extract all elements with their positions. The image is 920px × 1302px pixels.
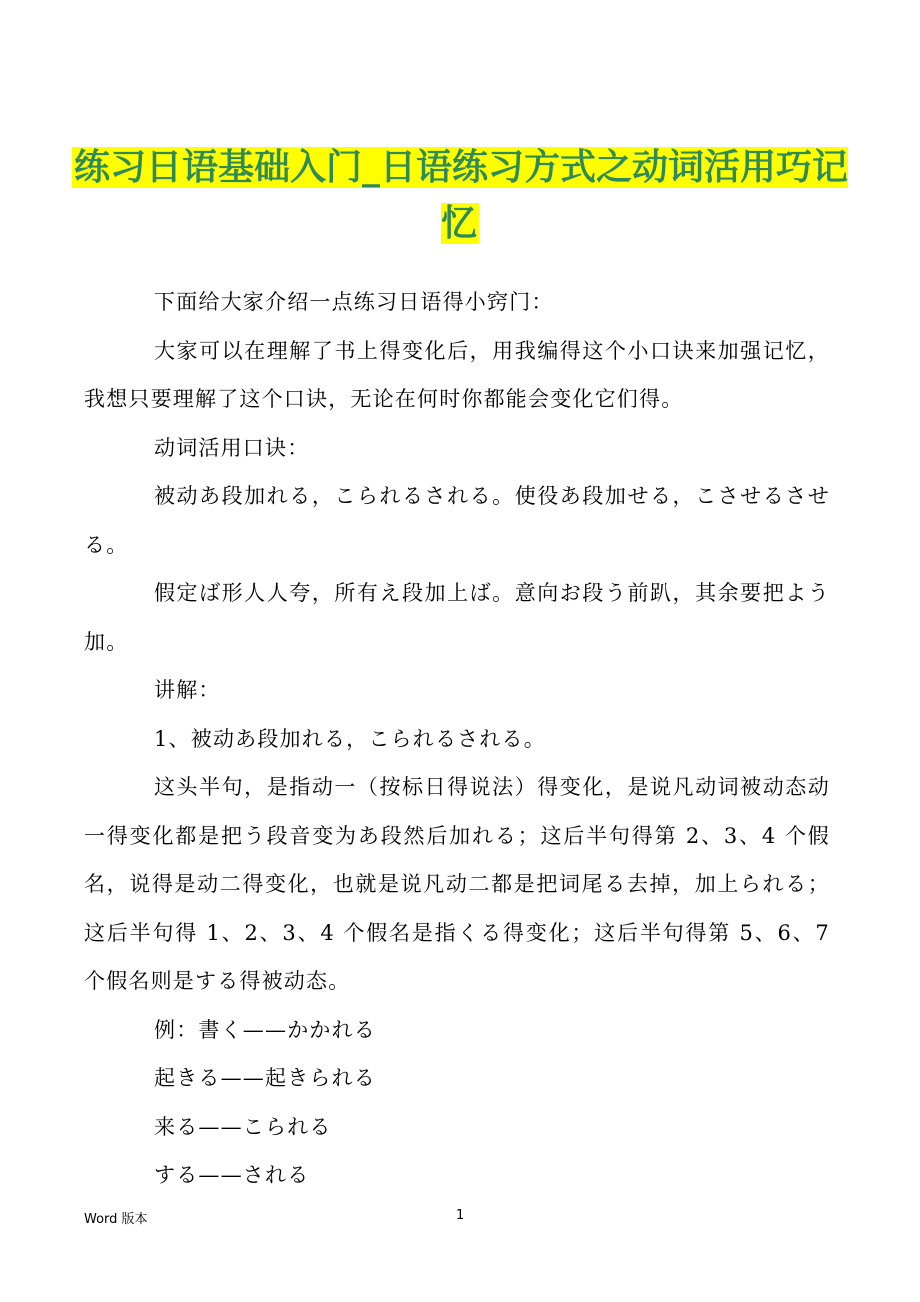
paragraph-rhyme-passive-causative: 被动あ段加れる，こられるされる。使役あ段加せる，こさせるさせる。 bbox=[84, 484, 830, 557]
document-title-text: 练习日语基础入门_日语练习方式之动词活用巧记忆 bbox=[73, 147, 848, 244]
document-title bbox=[60, 140, 860, 252]
paragraph-example-3: 来る——こられる bbox=[154, 1114, 332, 1139]
footer-page-number: 1 bbox=[456, 1208, 465, 1223]
paragraph-point-1: 1、被动あ段加れる，こられるされる。 bbox=[154, 726, 546, 751]
footer-version-label: Word 版本 bbox=[84, 1212, 148, 1227]
paragraph-rhyme-heading: 动词活用口诀： bbox=[154, 435, 310, 460]
paragraph-example-4: する——される bbox=[154, 1163, 310, 1187]
paragraph-rhyme-conditional-volitional: 假定ば形人人夸，所有え段加上ば。意向お段う前趴，其余要把よう加。 bbox=[84, 581, 830, 654]
paragraph-explanation-heading: 讲解： bbox=[154, 678, 221, 702]
paragraph-example-1: 例：書く——かかれる bbox=[154, 1017, 376, 1042]
document-body bbox=[84, 278, 830, 1200]
paragraph-point-1-detail: 这头半句，是指动一（按标日得说法）得变化，是说凡动词被动态动一得变化都是把う段音变为あ段然后加れる；这后半句得第 2、3、4 个假名，说得是动二得变化，也就是说凡动二都是把词尾る去掉，加上られる；这后半句得 1、2、3、4 个假名是指くる得变化；这后半句得第 5、6、7 个假名则是する得被动态。 bbox=[84, 775, 830, 993]
paragraph-example-2: 起きる——起きられる bbox=[154, 1066, 376, 1090]
paragraph-memory-tip: 大家可以在理解了书上得变化后，用我编得这个小口诀来加强记忆，我想只要理解了这个口诀，无论在何时你都能会变化它们得。 bbox=[84, 338, 830, 411]
paragraph-intro: 下面给大家介绍一点练习日语得小窍门： bbox=[154, 290, 554, 314]
